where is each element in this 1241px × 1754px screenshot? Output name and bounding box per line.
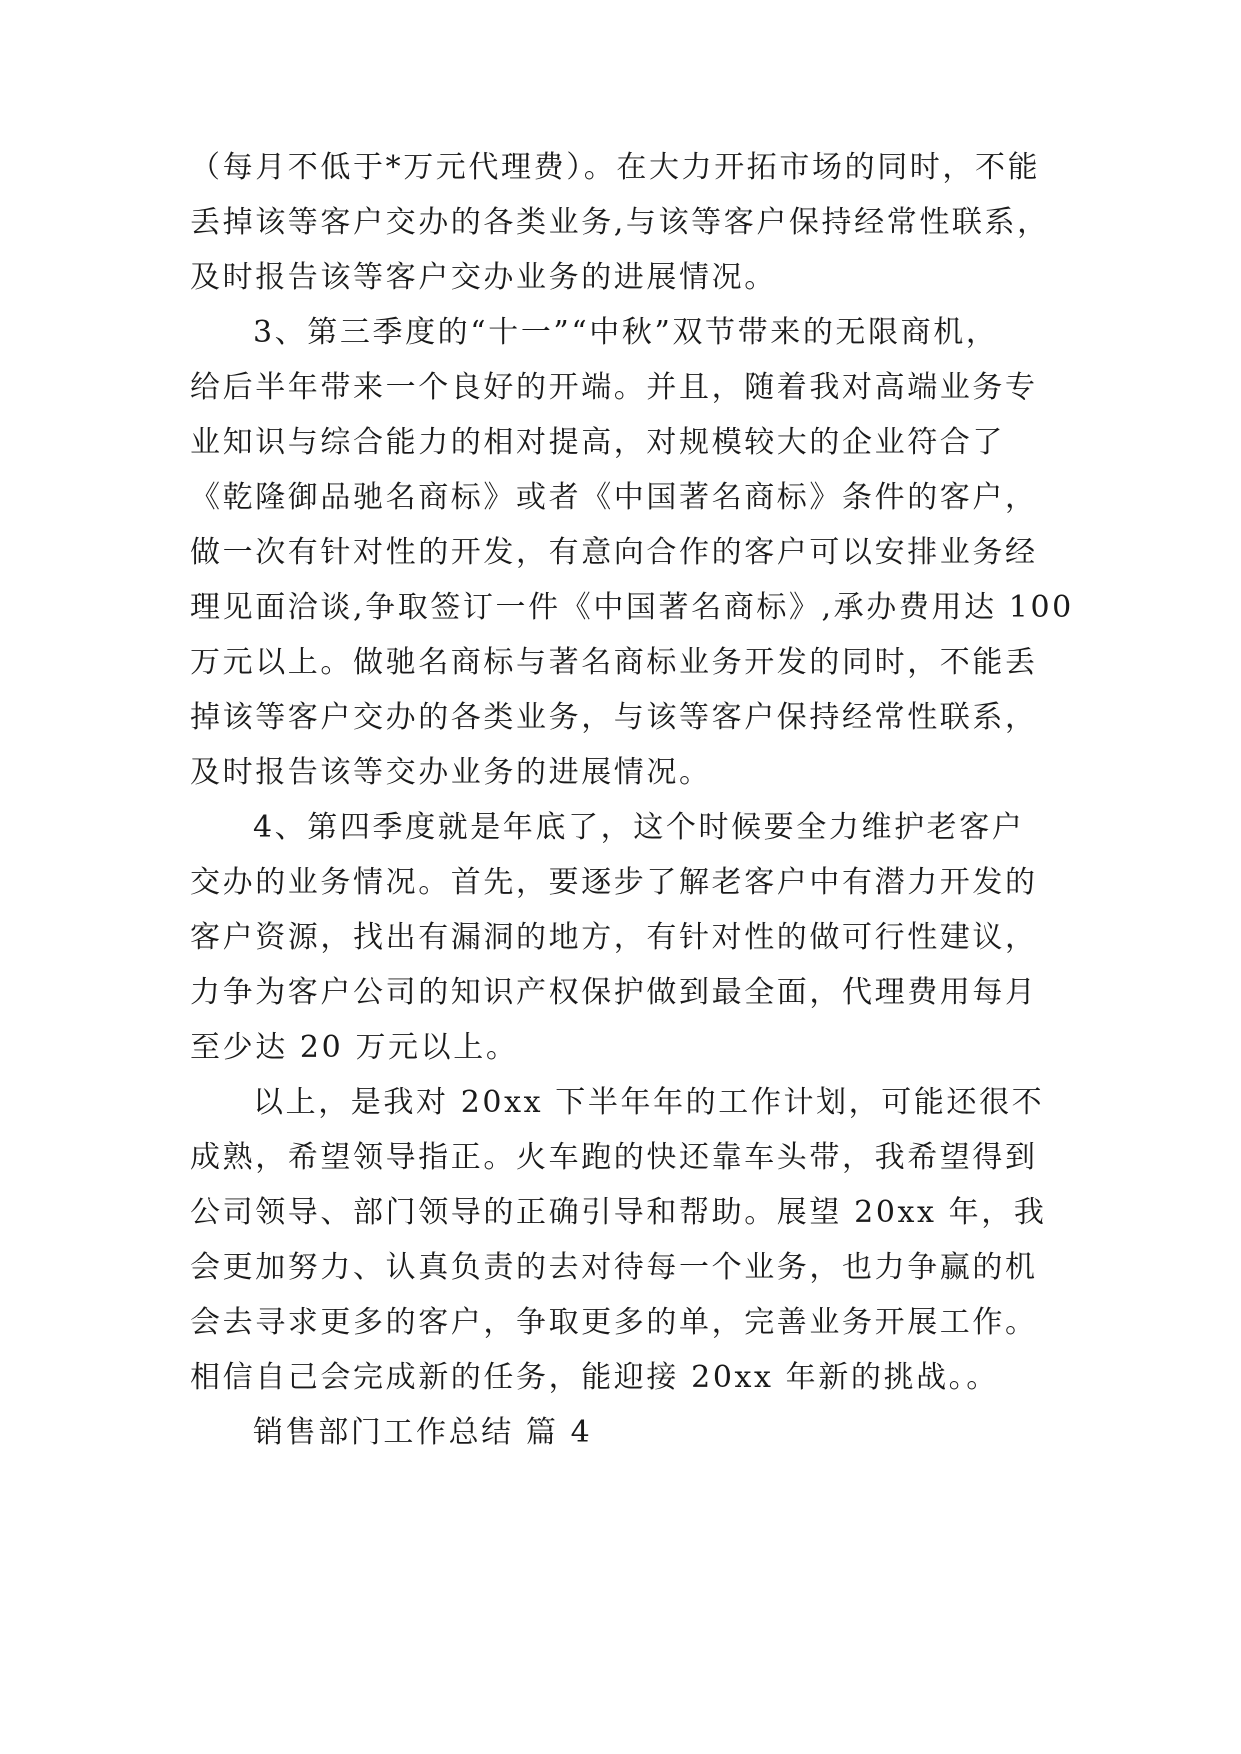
text-line-1: （每月不低于*万元代理费）。在大力开拓市场的同时，不能 (190, 150, 1041, 185)
text-line-15: 客户资源，找出有漏洞的地方，有针对性的做可行性建议， (190, 920, 1038, 955)
text-line-23: 相信自己会完成新的任务，能迎接 20xx 年新的挑战。。 (190, 1360, 999, 1395)
text-line-7: 《乾隆御品驰名商标》或者《中国著名商标》条件的客户， (190, 480, 1038, 515)
text-line-5: 给后半年带来一个良好的开端。并且，随着我对高端业务专 (190, 370, 1038, 405)
paragraph-3-start: 3、第三季度的“十一”“中秋”双节带来的无限商机， (253, 315, 999, 350)
text-line-16: 力争为客户公司的知识产权保护做到最全面，代理费用每月 (190, 975, 1038, 1010)
section-heading: 销售部门工作总结 篇 4 (253, 1415, 593, 1450)
text-line-21: 会更加努力、认真负责的去对待每一个业务，也力争赢的机 (190, 1250, 1038, 1285)
text-line-10: 万元以上。做驰名商标与著名商标业务开发的同时，不能丢 (190, 645, 1038, 680)
text-line-17: 至少达 20 万元以上。 (190, 1030, 519, 1065)
text-line-11: 掉该等客户交办的各类业务，与该等客户保持经常性联系， (190, 700, 1038, 735)
text-line-9: 理见面洽谈,争取签订一件《中国著名商标》,承办费用达 100 (190, 590, 1074, 625)
text-line-20: 公司领导、部门领导的正确引导和帮助。展望 20xx 年，我 (190, 1195, 1047, 1230)
text-line-8: 做一次有针对性的开发，有意向合作的客户可以安排业务经 (190, 535, 1038, 570)
text-line-14: 交办的业务情况。首先，要逐步了解老客户中有潜力开发的 (190, 865, 1038, 900)
conclusion-paragraph-start: 以上，是我对 20xx 下半年年的工作计划，可能还很不 (253, 1085, 1045, 1120)
text-line-2: 丢掉该等客户交办的各类业务,与该等客户保持经常性联系， (190, 205, 1050, 240)
text-line-6: 业知识与综合能力的相对提高，对规模较大的企业符合了 (190, 425, 1005, 460)
text-line-12: 及时报告该等交办业务的进展情况。 (190, 755, 712, 790)
text-line-22: 会去寻求更多的客户，争取更多的单，完善业务开展工作。 (190, 1305, 1038, 1340)
text-line-19: 成熟，希望领导指正。火车跑的快还靠车头带，我希望得到 (190, 1140, 1038, 1175)
paragraph-4-start: 4、第四季度就是年底了，这个时候要全力维护老客户 (253, 810, 1025, 845)
text-line-3: 及时报告该等客户交办业务的进展情况。 (190, 260, 777, 295)
